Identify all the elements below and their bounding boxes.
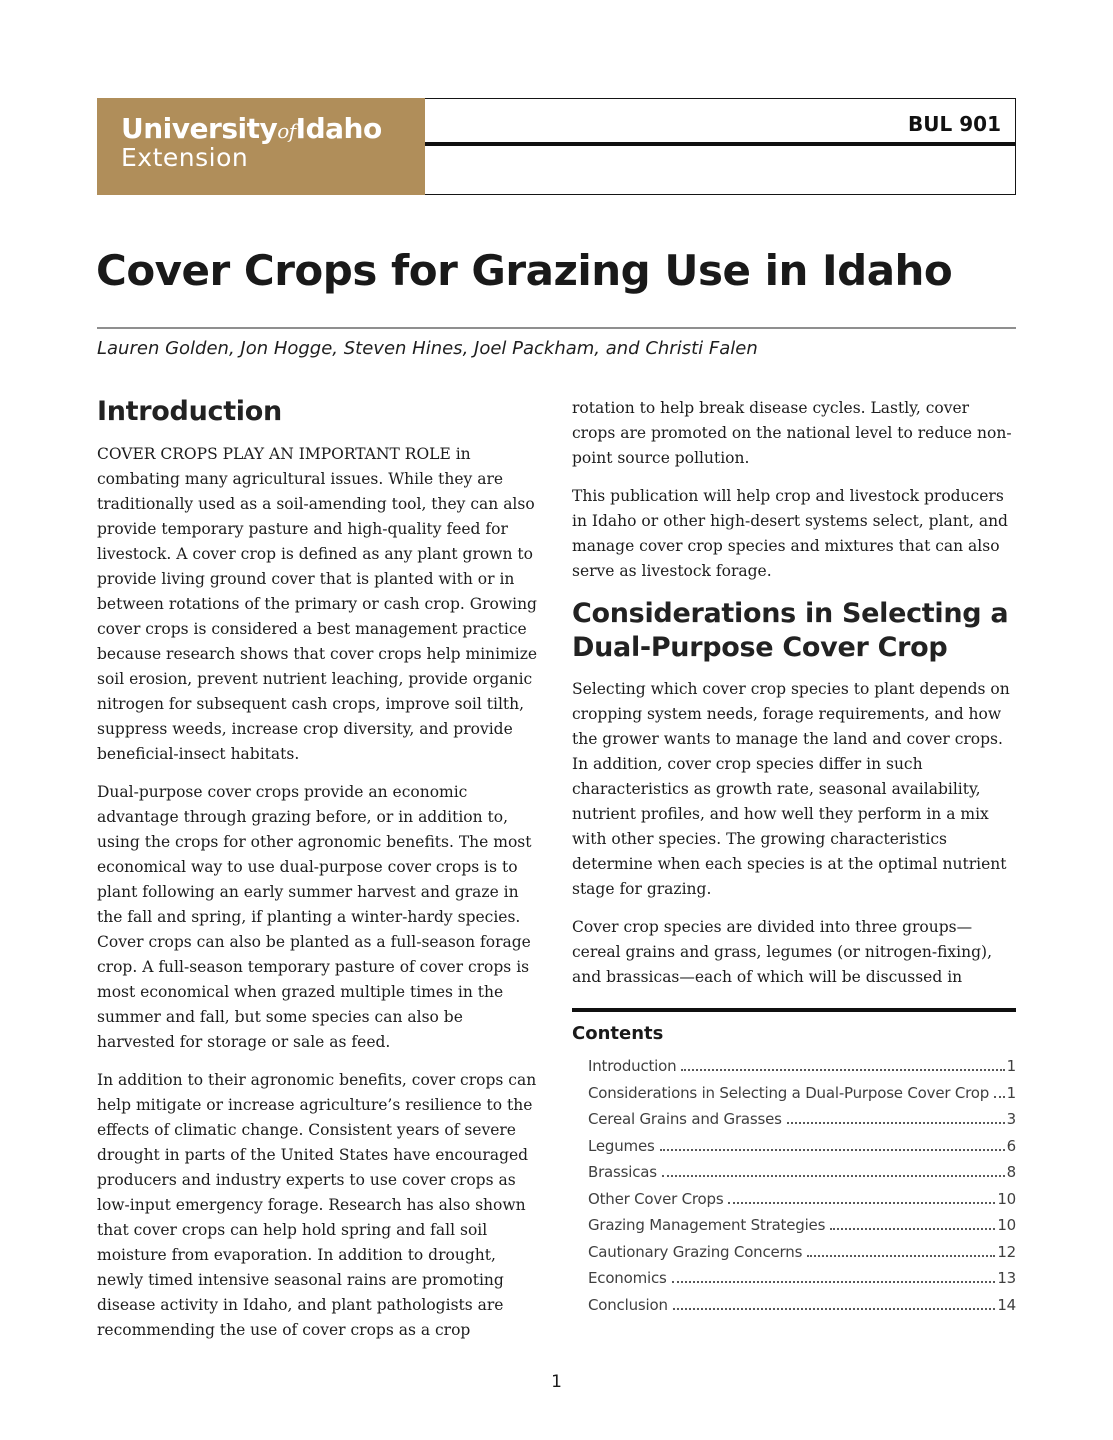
- toc-entry-conclusion: [588, 1292, 1016, 1319]
- logo-wordmark: [121, 112, 425, 145]
- toc-entry-considerations: [588, 1080, 1016, 1107]
- toc-entry-page: 3: [1006, 1110, 1016, 1128]
- toc-dot-leader: [660, 1149, 1005, 1151]
- toc-dot-leader: [728, 1202, 995, 1204]
- considerations-heading: [572, 597, 1016, 665]
- toc-entry-label: Other Cover Crops: [588, 1189, 724, 1208]
- intro-paragraph-3: In addition to their agronomic benefits, cover crops can help mitigate or increase agriculture’s resilience to the effects of climatic change. Consistent years of severe drought in parts of the United States have encouraged producers and industry experts to use cover crops as low-input emergency forage. Research has also shown that cover crops can help hold spring and fall soil moisture from evaporation. In addition to drought, newly timed intensive seasonal rains are promoting disease activity in Idaho, and plant pathologists are recommending the use of cover crops as a crop: [97, 1071, 537, 1339]
- toc-entry-label: Grazing Management Strategies: [588, 1216, 826, 1234]
- toc-entry-label: Conclusion: [588, 1295, 668, 1314]
- toc-entry-label: Economics: [588, 1269, 667, 1287]
- toc-entry-cautionary-grazing: [588, 1239, 1016, 1266]
- toc-dot-leader: [681, 1069, 1004, 1071]
- toc-entry-page: 1: [1006, 1057, 1016, 1075]
- toc-entry-page: 10: [997, 1189, 1016, 1208]
- left-column: [97, 396, 543, 1356]
- university-of-idaho-extension-logo: [97, 98, 425, 195]
- title-divider: [97, 327, 1016, 329]
- considerations-paragraph-2: Cover crop species are divided into three groups—cereal grains and grass, legumes (or nitrogen-fixing), and brassicas—each of which will be discussed in: [572, 918, 993, 986]
- toc-entry-page: 14: [997, 1295, 1016, 1314]
- toc-entry-introduction: [588, 1053, 1016, 1080]
- considerations-heading-line2: Dual-Purpose Cover Crop: [572, 632, 948, 663]
- toc-entry-legumes: [588, 1133, 1016, 1160]
- toc-dot-leader: [830, 1228, 995, 1230]
- bulletin-number-box: [425, 98, 1016, 195]
- toc-entry-page: 1: [1006, 1083, 1016, 1102]
- author-line: Lauren Golden, Jon Hogge, Steven Hines, Joel Packham, and Christi Falen: [97, 338, 758, 359]
- toc-dot-leader: [662, 1175, 1005, 1177]
- logo-university-text: University: [121, 112, 278, 145]
- toc-entry-economics: [588, 1265, 1016, 1292]
- toc-entry-grazing-management: [588, 1212, 1016, 1239]
- intro-paragraph-2: Dual-purpose cover crops provide an economic advantage through grazing before, or in addition to, using the crops for other agronomic benefits. The most economical way to use dual-purpose cover crops is to plant following an early summer harvest and graze in the fall and spring, if planting a winter-hardy species. Cover crops can also be planted as a full-season forage crop. A full-season temporary pasture of cover crops is most economical when grazed multiple times in the summer and fall, but some species can also be harvested for storage or sale as feed.: [97, 783, 532, 1051]
- toc-dot-leader: [787, 1122, 1005, 1124]
- publication-purpose-paragraph: This publication will help crop and livestock producers in Idaho or other high-desert systems select, plant, and manage cover crop species and mixtures that can also serve as livestock forage.: [572, 487, 1008, 580]
- toc-entry-label: Cereal Grains and Grasses: [588, 1110, 782, 1128]
- logo-extension-text: Extension: [121, 143, 249, 172]
- toc-entry-page: 12: [997, 1242, 1016, 1261]
- bulletin-number: BUL 901: [908, 112, 1001, 136]
- introduction-heading: Introduction: [97, 396, 282, 427]
- intro-continuation-paragraph: rotation to help break disease cycles. Lastly, cover crops are promoted on the national level to reduce non-point source pollution.: [572, 399, 1012, 467]
- footer-page-number: 1: [551, 1372, 562, 1392]
- toc-entry-page: 8: [1006, 1163, 1016, 1181]
- toc-dot-leader: [672, 1281, 996, 1283]
- toc-entry-label: Cautionary Grazing Concerns: [588, 1242, 803, 1261]
- toc-dot-leader: [994, 1096, 1005, 1098]
- considerations-paragraph-1: Selecting which cover crop species to plant depends on cropping system needs, forage requirements, and how the grower wants to manage the land and cover crops. In addition, cover crop species differ in such characteristics as growth rate, seasonal availability, nutrient profiles, and how well they perform in a mix with other species. The growing characteristics determine when each species is at the optimal nutrient stage for grazing.: [572, 680, 1010, 898]
- toc-dot-leader: [807, 1255, 995, 1257]
- toc-entry-label: Brassicas: [588, 1163, 657, 1181]
- toc-entry-page: 13: [997, 1269, 1016, 1287]
- logo-idaho-text: Idaho: [295, 112, 382, 145]
- table-of-contents: [572, 1053, 1016, 1318]
- contents-heading: Contents: [572, 1023, 664, 1044]
- toc-entry-page: 6: [1006, 1136, 1016, 1155]
- toc-dot-leader: [673, 1308, 996, 1310]
- contents-box: [572, 1008, 1016, 1318]
- page-title: Cover Crops for Grazing Use in Idaho: [96, 246, 953, 295]
- considerations-heading-line1: Considerations in Selecting a: [572, 598, 1009, 629]
- intro-paragraph-1: COVER CROPS PLAY AN IMPORTANT ROLE in combating many agricultural issues. While they are traditionally used as a soil-amending tool, they can also provide temporary pasture and high-quality feed for livestock. A cover crop is defined as any plant grown to provide living ground cover that is planted with or in between rotations of the primary or cash crop. Growing cover crops is considered a best management practice because research shows that cover crops help minimize soil erosion, prevent nutrient leaching, provide organic nitrogen for subsequent cash crops, improve soil tilth, suppress weeds, increase crop diversity, and provide beneficial-insect habitats.: [97, 445, 538, 763]
- toc-entry-page: 10: [997, 1216, 1016, 1234]
- toc-entry-cereal-grains: [588, 1106, 1016, 1133]
- toc-entry-brassicas: [588, 1159, 1016, 1186]
- header-rule: [425, 142, 1016, 146]
- toc-entry-label: Considerations in Selecting a Dual-Purpose Cover Crop: [588, 1083, 990, 1102]
- right-column: [572, 396, 1016, 1318]
- toc-entry-label: Introduction: [588, 1057, 677, 1075]
- toc-entry-other-cover-crops: [588, 1186, 1016, 1213]
- toc-entry-label: Legumes: [588, 1136, 655, 1155]
- logo-of-text: of: [277, 119, 296, 143]
